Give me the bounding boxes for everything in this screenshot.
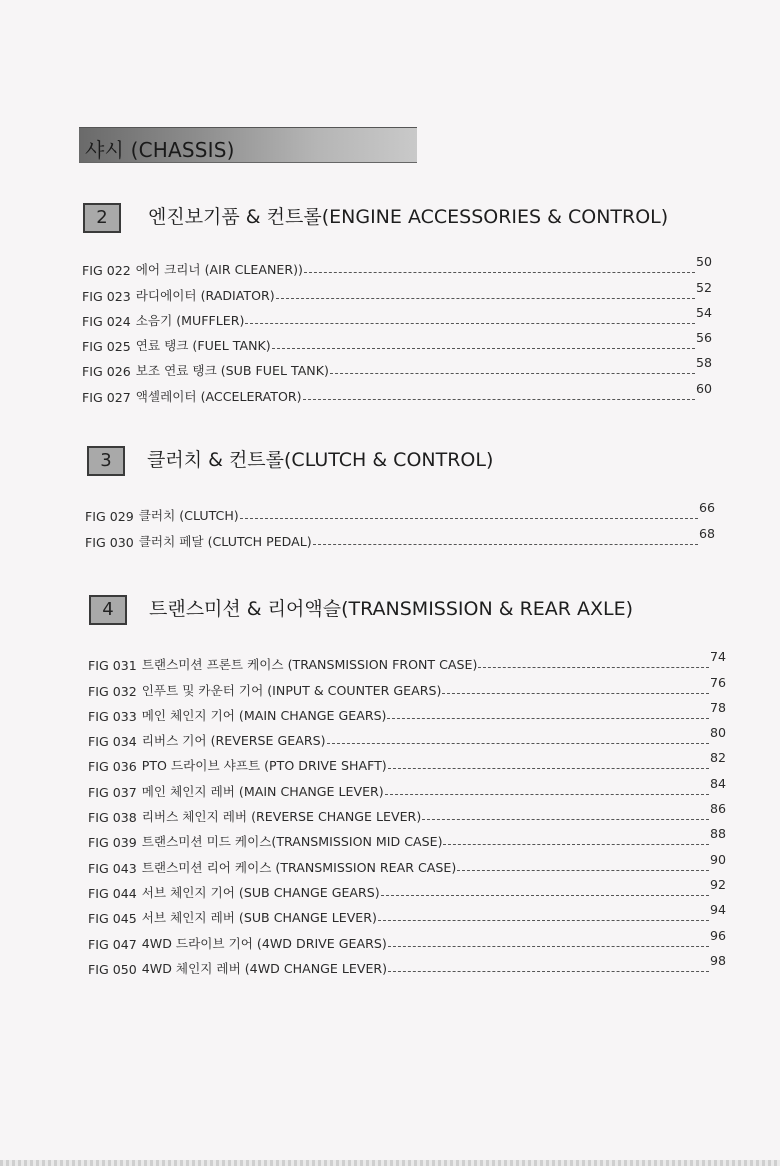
toc-entry[interactable]	[82, 278, 712, 303]
entry-title: 트랜스미션 프론트 케이스 (TRANSMISSION FRONT CASE)	[141, 657, 478, 673]
dot-leader	[240, 518, 698, 519]
figure-number: FIG 023	[82, 288, 131, 304]
toc-entry[interactable]	[88, 876, 726, 901]
entry-title: 메인 체인지 레버 (MAIN CHANGE LEVER)	[141, 783, 384, 799]
toc-entry[interactable]	[85, 524, 715, 549]
page-number: 92	[709, 876, 726, 892]
figure-number: FIG 025	[82, 339, 131, 355]
page-number: 74	[709, 649, 726, 665]
dot-leader	[330, 373, 695, 374]
entry-title: 에어 크리너 (AIR CLEANER))	[135, 262, 303, 278]
toc-entry[interactable]	[88, 673, 726, 698]
toc-entry[interactable]	[88, 749, 726, 774]
page-number: 80	[709, 725, 726, 741]
toc-entry[interactable]	[88, 825, 726, 850]
toc-entry[interactable]	[82, 329, 712, 354]
toc-entry[interactable]	[88, 699, 726, 724]
figure-number: FIG 033	[88, 708, 137, 724]
entry-title: 서브 체인지 레버 (SUB CHANGE LEVER)	[141, 910, 377, 926]
toc-entry[interactable]	[88, 648, 726, 673]
toc-entry[interactable]	[85, 499, 715, 524]
figure-number: FIG 039	[88, 835, 137, 851]
dot-leader	[388, 946, 709, 947]
page-number: 68	[698, 525, 715, 541]
entry-title: 트랜스미션 미드 케이스(TRANSMISSION MID CASE)	[141, 834, 443, 850]
page-number: 66	[698, 500, 715, 516]
dot-leader	[385, 794, 709, 795]
entry-title: 리버스 체인지 레버 (REVERSE CHANGE LEVER)	[141, 809, 422, 825]
dot-leader	[387, 718, 708, 719]
page-number: 76	[709, 674, 726, 690]
dot-leader	[245, 323, 695, 324]
dot-leader	[304, 272, 695, 273]
toc-entry[interactable]	[82, 354, 712, 379]
figure-number: FIG 024	[82, 313, 131, 329]
figure-number: FIG 030	[85, 534, 134, 550]
chassis-banner	[79, 127, 417, 163]
page-number: 98	[709, 952, 726, 968]
figure-number: FIG 045	[88, 911, 137, 927]
dot-leader	[276, 298, 695, 299]
entry-title: PTO 드라이브 샤프트 (PTO DRIVE SHAFT)	[141, 758, 387, 774]
page-number: 56	[695, 330, 712, 346]
dot-leader	[303, 399, 695, 400]
page-number: 86	[709, 801, 726, 817]
figure-number: FIG 043	[88, 860, 137, 876]
dot-leader	[442, 693, 709, 694]
page-number: 94	[709, 902, 726, 918]
dot-leader	[422, 819, 709, 820]
section-header-2	[83, 203, 703, 237]
entry-title: 리버스 기어 (REVERSE GEARS)	[141, 733, 326, 749]
toc-entry[interactable]	[88, 724, 726, 749]
page-number: 82	[709, 750, 726, 766]
toc-entry[interactable]	[88, 800, 726, 825]
entry-title: 클러치 (CLUTCH)	[138, 508, 239, 524]
toc-entry[interactable]	[88, 926, 726, 951]
entry-title: 클러치 페달 (CLUTCH PEDAL)	[138, 533, 312, 549]
entry-title: 라디에이터 (RADIATOR)	[135, 287, 275, 303]
figure-number: FIG 047	[88, 936, 137, 952]
page-number: 54	[695, 304, 712, 320]
dot-leader	[381, 895, 709, 896]
toc-entry[interactable]	[88, 850, 726, 875]
section-number-badge: 2	[83, 203, 121, 233]
page-number: 58	[695, 355, 712, 371]
figure-number: FIG 036	[88, 759, 137, 775]
dot-leader	[313, 544, 698, 545]
figure-number: FIG 044	[88, 885, 137, 901]
toc-entry[interactable]	[82, 253, 712, 278]
dot-leader	[388, 971, 709, 972]
scan-edge	[0, 1160, 780, 1166]
chassis-banner-label: 샤시 (CHASSIS)	[85, 138, 235, 162]
entry-title: 트랜스미션 리어 케이스 (TRANSMISSION REAR CASE)	[141, 859, 457, 875]
toc-entry[interactable]	[82, 379, 712, 404]
figure-number: FIG 031	[88, 658, 137, 674]
toc-entry[interactable]	[88, 952, 726, 977]
figure-number: FIG 022	[82, 263, 131, 279]
figure-number: FIG 037	[88, 784, 137, 800]
entry-title: 연료 탱크 (FUEL TANK)	[135, 338, 271, 354]
page-number: 90	[709, 851, 726, 867]
section-title: 엔진보기품 & 컨트롤(ENGINE ACCESSORIES & CONTROL)	[148, 206, 669, 228]
page-number: 78	[709, 699, 726, 715]
page-number: 84	[709, 775, 726, 791]
entry-title: 메인 체인지 기어 (MAIN CHANGE GEARS)	[141, 707, 387, 723]
figure-number: FIG 027	[82, 389, 131, 405]
entry-title: 인푸트 및 카운터 기어 (INPUT & COUNTER GEARS)	[141, 682, 442, 698]
dot-leader	[478, 667, 709, 668]
dot-leader	[457, 870, 709, 871]
dot-leader	[443, 844, 708, 845]
dot-leader	[272, 348, 695, 349]
toc-entry[interactable]	[88, 774, 726, 799]
figure-number: FIG 050	[88, 961, 137, 977]
page-number: 50	[695, 254, 712, 270]
section-header-3	[87, 446, 707, 480]
page-number: 52	[695, 279, 712, 295]
dot-leader	[388, 768, 709, 769]
toc-list-section-3	[85, 499, 715, 550]
entry-title: 4WD 체인지 레버 (4WD CHANGE LEVER)	[141, 960, 388, 976]
toc-entry[interactable]	[88, 901, 726, 926]
section-title: 클러치 & 컨트롤(CLUTCH & CONTROL)	[147, 449, 494, 471]
section-number-badge: 3	[87, 446, 125, 476]
entry-title: 액셀레이터 (ACCELERATOR)	[135, 388, 302, 404]
figure-number: FIG 029	[85, 509, 134, 525]
figure-number: FIG 032	[88, 683, 137, 699]
entry-title: 보조 연료 탱크 (SUB FUEL TANK)	[135, 363, 329, 379]
page-number: 88	[709, 826, 726, 842]
entry-title: 4WD 드라이브 기어 (4WD DRIVE GEARS)	[141, 935, 387, 951]
dot-leader	[378, 920, 709, 921]
toc-list-section-4	[88, 648, 726, 977]
figure-number: FIG 034	[88, 734, 137, 750]
section-header-4	[89, 595, 709, 629]
entry-title: 소음기 (MUFFLER)	[135, 312, 245, 328]
entry-title: 서브 체인지 기어 (SUB CHANGE GEARS)	[141, 884, 380, 900]
section-title: 트랜스미션 & 리어액슬(TRANSMISSION & REAR AXLE)	[149, 598, 634, 620]
dot-leader	[327, 743, 709, 744]
toc-list-section-2	[82, 253, 712, 405]
section-number-badge: 4	[89, 595, 127, 625]
toc-entry[interactable]	[82, 304, 712, 329]
page-number: 60	[695, 380, 712, 396]
page-number: 96	[709, 927, 726, 943]
figure-number: FIG 038	[88, 810, 137, 826]
figure-number: FIG 026	[82, 364, 131, 380]
